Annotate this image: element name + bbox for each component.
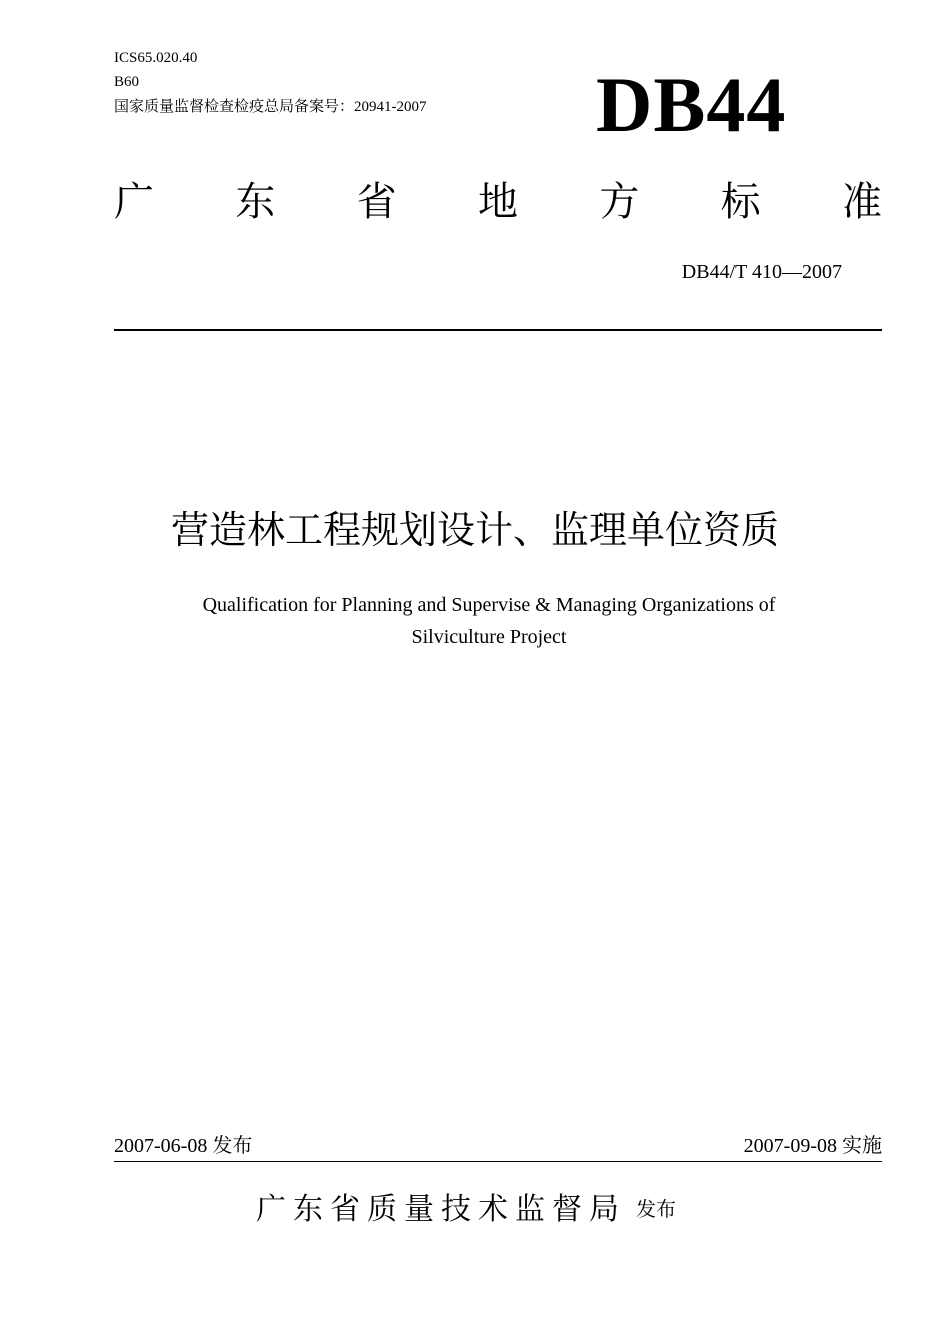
- document-title-english: [0, 589, 950, 653]
- english-title-line-2: Silviculture Project: [411, 626, 567, 648]
- english-title-line-1: Qualification for Planning and Supervise & Managing Organizations of: [202, 594, 776, 616]
- header-divider: [114, 329, 882, 331]
- issuer-block: [256, 1190, 676, 1230]
- standard-type-char: 准: [841, 179, 882, 225]
- ccs-code: B60: [114, 74, 140, 90]
- standard-type-char: 省: [356, 179, 397, 225]
- standard-type-char: 广: [114, 179, 154, 225]
- ics-code: ICS65.020.40: [114, 50, 198, 66]
- issuer-name: 广东省质量技术监督局: [256, 1192, 626, 1227]
- filing-record: 国家质量监督检查检疫总局备案号：20941-2007: [114, 99, 427, 115]
- footer-divider: [114, 1161, 882, 1162]
- implement-date: 2007-09-08 实施: [743, 1135, 882, 1157]
- standard-code-logo: DB44: [596, 61, 787, 148]
- document-title-chinese: 营造林工程规划设计、监理单位资质: [170, 508, 779, 552]
- standard-type-char: 方: [599, 179, 640, 225]
- issuer-suffix: 发布: [636, 1197, 676, 1221]
- standard-type-char: 地: [477, 179, 518, 225]
- standard-type-char: 标: [720, 179, 761, 225]
- publish-date: 2007-06-08 发布: [114, 1135, 253, 1157]
- standard-type-char: 东: [235, 179, 276, 225]
- standard-type-heading: [114, 178, 882, 226]
- standard-number: DB44/T 410—2007: [681, 261, 842, 283]
